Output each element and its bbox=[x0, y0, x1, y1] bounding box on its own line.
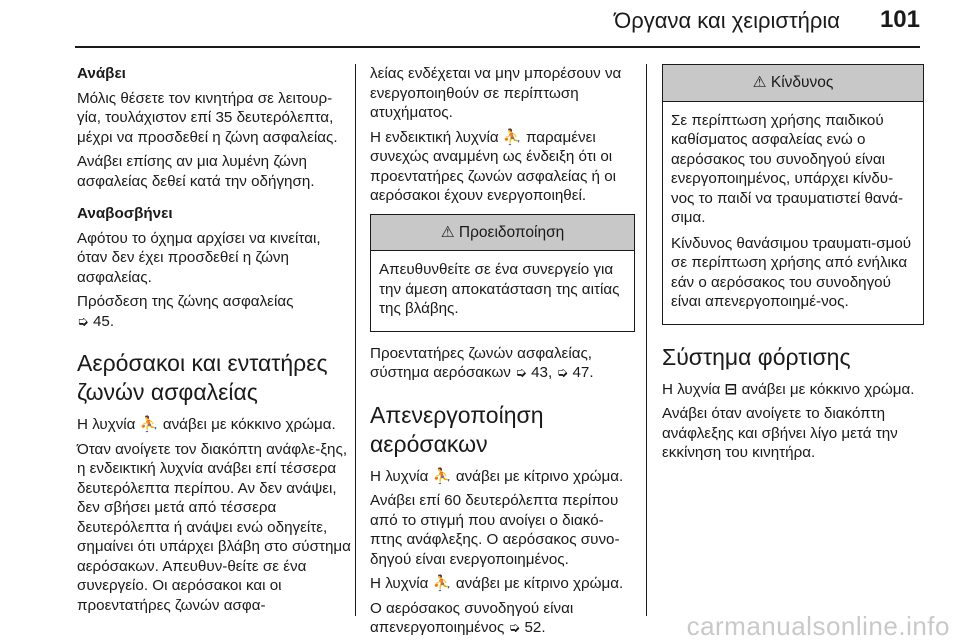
text: παραμένει συνεχώς αναμμένη ως ένδειξη ότι οι προεντατήρες ζωνών ασφαλείας ή οι αερόσακοι έχουν ενεργοποιηθεί. bbox=[370, 128, 617, 204]
paragraph-with-reference bbox=[370, 344, 635, 383]
text: Η λυχνία bbox=[77, 416, 140, 433]
text: ανάβει με κόκκινο χρώμα. bbox=[737, 380, 915, 398]
column-1 bbox=[77, 64, 352, 620]
page-reference-link[interactable]: 43, bbox=[531, 364, 553, 381]
danger-box-header bbox=[663, 65, 923, 102]
danger-text: Κίνδυνος θανάσιμου τραυματι-σμού σε περίπτωση χρήσης από ενήλικα εάν ο αερόσακος του συνοδηγού είναι απενεργοποιημέ-νος. bbox=[671, 234, 912, 310]
reference-arrow-icon: ➭ bbox=[515, 364, 527, 380]
text: ανάβει με κίτρινο χρώμα. bbox=[451, 575, 624, 592]
page-reference-link[interactable]: 47. bbox=[572, 364, 594, 381]
battery-icon: ⊟ bbox=[724, 380, 738, 398]
column-2 bbox=[370, 64, 635, 643]
airbag-icon: ⛹ bbox=[139, 416, 159, 433]
warning-box-body bbox=[371, 251, 634, 331]
paragraph: Ανάβει όταν ανοίγετε το διακόπτη ανάφλεξης και σβήνει λίγο μετά την εκκίνηση του κινητήρα. bbox=[662, 405, 898, 461]
column-divider-1 bbox=[355, 64, 356, 616]
warning-triangle-icon: ⚠ bbox=[752, 74, 767, 91]
subheading-lights-up: Ανάβει bbox=[77, 65, 126, 82]
column-divider-2 bbox=[646, 64, 647, 616]
page-reference-link[interactable]: 52. bbox=[524, 619, 546, 636]
paragraph: λείας ενδέχεται να μην μπορέσουν να ενεργοποιηθούν σε περίπτωση ατυχήματος. bbox=[370, 65, 622, 121]
danger-box bbox=[662, 64, 924, 325]
warning-title: Προειδοποίηση bbox=[458, 223, 565, 241]
paragraph bbox=[370, 574, 635, 594]
paragraph-with-reference bbox=[77, 292, 352, 331]
paragraph bbox=[77, 415, 352, 435]
paragraph bbox=[370, 128, 635, 206]
danger-text: Σε περίπτωση χρήσης παιδικού καθίσματος ασφαλείας ενώ ο αερόσακος του συνοδηγού είναι ενεργοποιημένος, υπάρχει κίνδυ-νος το παιδί να τραυματιστεί θανά-σιμα. bbox=[671, 111, 904, 226]
paragraph-with-reference bbox=[370, 599, 635, 638]
airbag-icon: ⛹ bbox=[502, 128, 522, 146]
paragraph bbox=[370, 467, 635, 487]
reference-text: Ο αερόσακος συνοδηγού είναι απενεργοποιημένος bbox=[370, 599, 574, 636]
warning-triangle-icon: ⚠ bbox=[440, 223, 455, 241]
page-reference-link[interactable]: 45. bbox=[92, 312, 115, 330]
danger-title: Κίνδυνος bbox=[770, 74, 834, 91]
text: ανάβει με κόκκινο χρώμα. bbox=[158, 416, 336, 433]
page-number: 101 bbox=[879, 6, 920, 33]
section-heading-airbags: Αερόσακοι και εντατήρες ζωνών ασφαλείας bbox=[77, 350, 328, 405]
warning-box-header bbox=[371, 215, 634, 252]
paragraph bbox=[662, 380, 924, 400]
reference-text: Πρόσδεση της ζώνης ασφαλείας bbox=[77, 293, 294, 310]
page-header-title: Όργανα και χειριστήρια bbox=[614, 8, 840, 33]
reference-text: Προεντατήρες ζωνών ασφαλείας, σύστημα αερόσακων bbox=[370, 344, 593, 381]
airbag-on-icon: ⛹ bbox=[432, 467, 452, 485]
column-3 bbox=[662, 64, 924, 468]
paragraph: Όταν ανοίγετε τον διακόπτη ανάφλε-ξης, η ενδεικτική λυχνία ανάβει επί τέσσερα δευτερόλεπτα περίπου. Αν δεν ανάψει, δεν σβήσει μετά από τέσσερα δευτερόλεπτα ή ανάψει ενώ οδηγείτε, σημαίνει ότι υπάρχει βλάβη στο σύστημα αερόσακων. Απευθυν-θείτε σε ένα συνεργείο. Οι αερόσακοι και οι προεντατήρες ζωνών ασφα- bbox=[77, 440, 351, 614]
section-heading-airbag-deactivation: Απενεργοποίηση αερόσακων bbox=[370, 401, 544, 457]
paragraph: Μόλις θέσετε τον κινητήρα σε λειτουρ-γία, τουλάχιστον επί 35 δευτερόλεπτα, μέχρι να προσδεθεί η ζώνη ασφαλείας. bbox=[77, 89, 338, 146]
subheading-flashes: Αναβοσβήνει bbox=[77, 205, 173, 222]
text: ανάβει με κίτρινο χρώμα. bbox=[451, 467, 624, 485]
reference-arrow-icon: ➭ bbox=[77, 312, 89, 329]
text: Η ενδεικτική λυχνία bbox=[370, 128, 503, 146]
warning-text: Απευθυνθείτε σε ένα συνεργείο για την άμεση αποκατάσταση της αιτίας της βλάβης. bbox=[379, 261, 620, 317]
danger-box-body bbox=[663, 102, 923, 324]
text: Η λυχνία bbox=[662, 380, 725, 398]
reference-arrow-icon: ➭ bbox=[508, 619, 521, 635]
paragraph: Ανάβει επί 60 δευτερόλεπτα περίπου από το στιγμή που ανοίγει ο διακό-πτης ανάφλεξης. Ο αερόσακος συνο-δηγού είναι ενεργοποιημένος. bbox=[370, 492, 620, 568]
watermark: carmanualsonline.info bbox=[686, 611, 950, 641]
header-divider bbox=[75, 46, 920, 48]
section-heading-charging-system: Σύστημα φόρτισης bbox=[662, 343, 851, 370]
text: Η λυχνία bbox=[370, 467, 433, 485]
airbag-off-icon: ⛹ bbox=[432, 575, 452, 592]
paragraph: Αφότου το όχημα αρχίσει να κινείται, όταν δεν έχει προσδεθεί η ζώνη ασφαλείας. bbox=[77, 229, 321, 286]
warning-box bbox=[370, 214, 635, 332]
reference-arrow-icon: ➭ bbox=[556, 364, 569, 380]
text: Η λυχνία bbox=[370, 575, 433, 592]
paragraph: Ανάβει επίσης αν μια λυμένη ζώνη ασφαλείας δεθεί κατά την οδήγηση. bbox=[77, 153, 315, 190]
